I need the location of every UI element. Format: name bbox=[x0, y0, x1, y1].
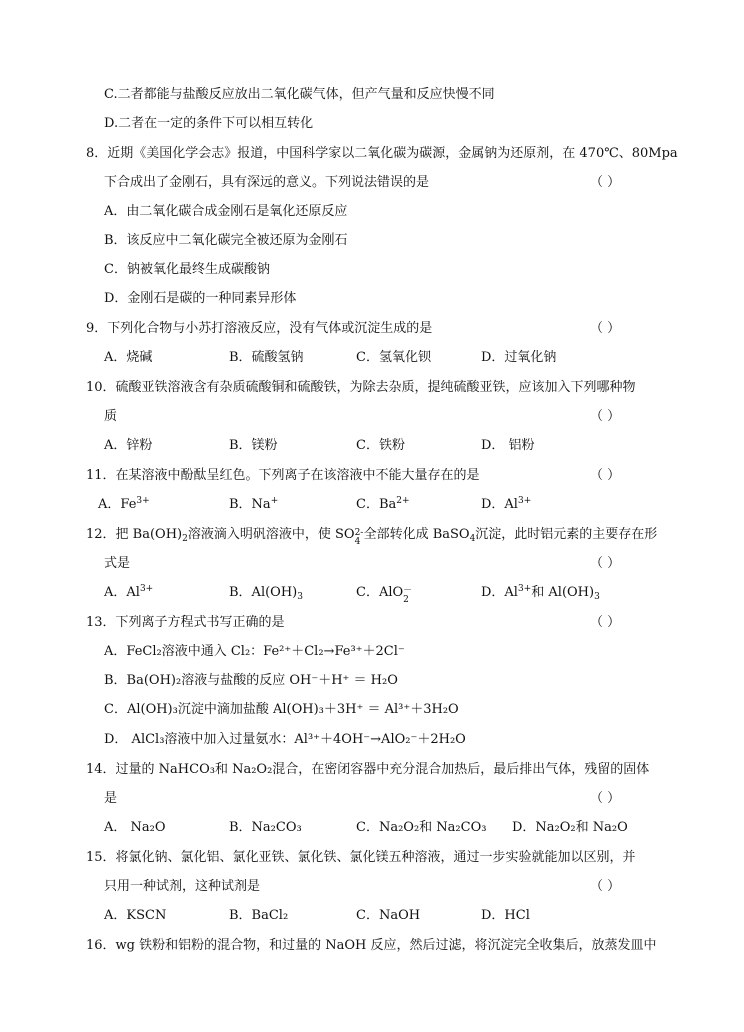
q8-option-c: C．钠被氧化最终生成碳酸钠 bbox=[104, 262, 270, 277]
q12-stem-line1: 12．把 $Ba(OH)_2$溶液滴入明矾溶液中，使 SO 2- 4 全部转化成 BaSO$_4$沉淀，此时铝元素的主要存在形 bbox=[86, 527, 658, 547]
q10-stem-line2: 质 bbox=[104, 409, 118, 424]
q9-option-c: C．氢氧化钡 bbox=[356, 350, 431, 365]
q13-option-b: B．Ba(OH)₂溶液与盐酸的反应 OH⁻＋H⁺ ＝ H₂O bbox=[104, 673, 398, 688]
q15-option-d: D．HCl bbox=[481, 908, 530, 923]
q10-answer-paren: （ ） bbox=[590, 409, 621, 424]
q14-option-b: B．Na₂CO₃ bbox=[229, 820, 302, 835]
q14-answer-paren: （ ） bbox=[590, 791, 621, 806]
q13-option-c: C．Al(OH)₃沉淀中滴加盐酸 Al(OH)₃＋3H⁺ ＝ Al³⁺＋3H₂O bbox=[104, 702, 459, 717]
q15-option-b: B．BaCl₂ bbox=[229, 908, 289, 923]
q8-option-d: D．金刚石是碳的一种同素异形体 bbox=[104, 291, 297, 306]
prev-option-c: C.二者都能与盐酸反应放出二氧化碳气体，但产气量和反应快慢不同 bbox=[104, 87, 495, 102]
q12-option-c: C．AlO － 2 bbox=[356, 585, 413, 605]
q14-option-a: A． Na₂O bbox=[104, 820, 166, 835]
q10-option-a: A．锌粉 bbox=[104, 438, 153, 453]
q14-option-c: C．Na₂O₂和 Na₂CO₃ bbox=[356, 820, 487, 835]
q10-option-d: D． 铝粉 bbox=[481, 438, 535, 453]
q15-option-c: C．NaOH bbox=[356, 908, 421, 923]
q11-option-c: C．$Ba^{2+}$ bbox=[356, 496, 410, 512]
q8-stem-line1: 8．近期《美国化学会志》报道，中国科学家以二氧化碳为碳源，金属钠为还原剂，在 470℃、80Mpa bbox=[86, 146, 678, 161]
q8-answer-paren: （ ） bbox=[590, 175, 621, 190]
q15-stem-line1: 15．将氯化钠、氯化铝、氯化亚铁、氯化铁、氯化镁五种溶液，通过一步实验就能加以区别，并 bbox=[86, 850, 636, 865]
q11-option-d: D．$Al^{3+}$ bbox=[481, 496, 532, 512]
q11-option-a: A．$Fe^{3+}$ bbox=[98, 496, 150, 512]
q8-option-a: A．由二氧化碳合成金刚石是氧化还原反应 bbox=[104, 204, 348, 219]
prev-option-d: D.二者在一定的条件下可以相互转化 bbox=[104, 116, 314, 131]
q8-option-b: B．该反应中二氧化碳完全被还原为金刚石 bbox=[104, 233, 348, 248]
q13-option-a: A．FeCl₂溶液中通入 Cl₂：Fe²⁺＋Cl₂→Fe³⁺＋2Cl⁻ bbox=[104, 644, 405, 659]
q10-option-b: B．镁粉 bbox=[229, 438, 278, 453]
q9-option-b: B．硫酸氢钠 bbox=[229, 350, 304, 365]
q8-stem-line2: 下合成出了金刚石，具有深远的意义。下列说法错误的是 bbox=[104, 175, 430, 190]
q9-stem: 9．下列化合物与小苏打溶液反应，没有气体或沉淀生成的是 bbox=[86, 321, 433, 336]
q14-stem-line2: 是 bbox=[104, 791, 118, 806]
q11-answer-paren: （ ） bbox=[590, 468, 621, 483]
q10-stem-line1: 10．硫酸亚铁溶液含有杂质硫酸铜和硫酸铁，为除去杂质，提纯硫酸亚铁，应该加入下列哪种物 bbox=[86, 380, 636, 395]
q16-stem-line1: 16．wg 铁粉和铝粉的混合物，和过量的 NaOH 反应，然后过滤，将沉淀完全收集后，放蒸发皿中 bbox=[86, 938, 657, 953]
q14-option-d: D．Na₂O₂和 Na₂O bbox=[512, 820, 628, 835]
q11-stem: 11．在某溶液中酚酞呈红色。下列离子在该溶液中不能大量存在的是 bbox=[86, 468, 480, 483]
q9-option-d: D．过氧化钠 bbox=[481, 350, 557, 365]
q12-answer-paren: （ ） bbox=[590, 556, 621, 571]
q13-option-d: D． AlCl₃溶液中加入过量氨水：Al³⁺＋4OH⁻→AlO₂⁻＋2H₂O bbox=[104, 732, 466, 747]
q12-option-a: A．$Al^{3+}$ bbox=[104, 584, 154, 600]
q15-stem-line2: 只用一种试剂，这种试剂是 bbox=[104, 879, 261, 894]
q12-option-d: D．$Al^{3+}$和 $Al(OH)_3$ bbox=[481, 584, 600, 602]
q14-stem-line1: 14．过量的 NaHCO₃和 Na₂O₂混合，在密闭容器中充分混合加热后，最后排出气体，残留的固体 bbox=[86, 762, 650, 777]
q15-answer-paren: （ ） bbox=[590, 879, 621, 894]
q13-stem: 13．下列离子方程式书写正确的是 bbox=[86, 615, 285, 630]
q11-option-b: B．Na+ bbox=[229, 496, 279, 512]
q15-option-a: A．KSCN bbox=[104, 908, 167, 923]
q9-option-a: A．烧碱 bbox=[104, 350, 153, 365]
q13-answer-paren: （ ） bbox=[590, 615, 621, 630]
q10-option-c: C．铁粉 bbox=[356, 438, 405, 453]
q12-stem-line2: 式是 bbox=[104, 556, 131, 571]
q12-option-b: B．$Al(OH)_3$ bbox=[229, 585, 303, 602]
q9-answer-paren: （ ） bbox=[590, 321, 621, 336]
